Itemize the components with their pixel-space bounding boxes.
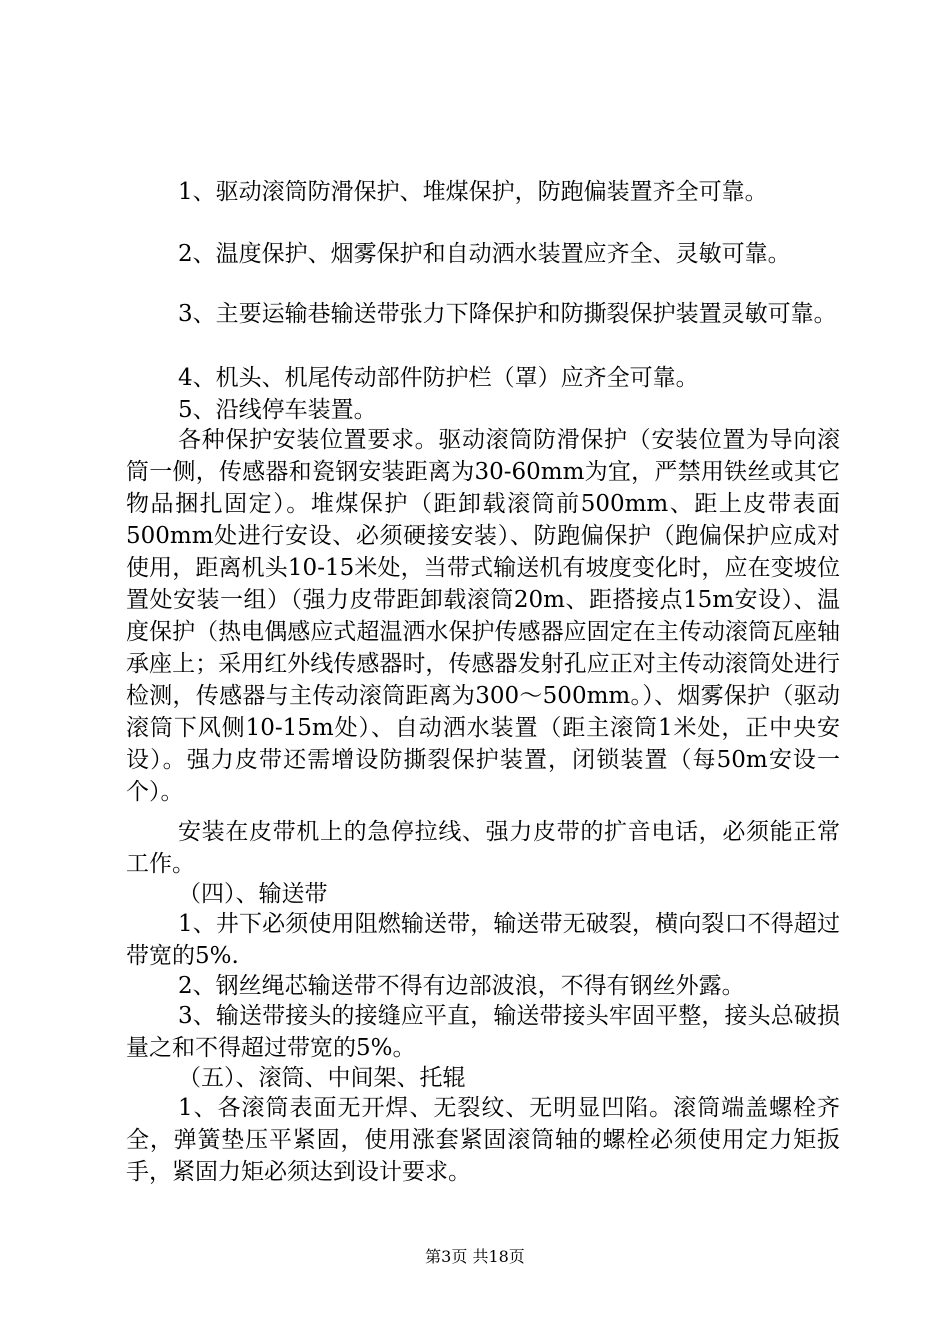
paragraph-8: 1、井下必须使用阻燃输送带，输送带无破裂，横向裂口不得超过带宽的5%. xyxy=(126,911,840,969)
paragraph-5: 5、沿线停车装置。 xyxy=(178,397,377,423)
paragraph-7: 安装在皮带机上的急停拉线、强力皮带的扩音电话，必须能正常工作。 xyxy=(126,819,840,877)
page-footer: 第3页 共18页 xyxy=(425,1247,525,1266)
section-heading-4: （四）、输送带 xyxy=(178,881,328,907)
paragraph-10: 3、输送带接头的接缝应平直，输送带接头牢固平整，接头总破损量之和不得超过带宽的5%。 xyxy=(126,1003,840,1061)
paragraph-2: 2、温度保护、烟雾保护和自动洒水装置应齐全、灵敏可靠。 xyxy=(178,241,791,267)
paragraph-3: 3、主要运输巷输送带张力下降保护和防撕裂保护装置灵敏可靠。 xyxy=(178,301,837,327)
paragraph-9: 2、钢丝绳芯输送带不得有边部波浪，不得有钢丝外露。 xyxy=(178,973,745,999)
section-heading-5: （五）、滚筒、中间架、托辊 xyxy=(178,1065,466,1091)
paragraph-4: 4、机头、机尾传动部件防护栏（罩）应齐全可靠。 xyxy=(178,365,699,391)
paragraph-6: 各种保护安装位置要求。驱动滚筒防滑保护（安装位置为导向滚筒一侧，传感器和瓷钢安装距离为30-60mm为宜，严禁用铁丝或其它物品捆扎固定）。堆煤保护（距卸载滚筒前500mm、距上皮带表面500mm处进行安设、必须硬接安装）、防跑偏保护（跑偏保护应成对使用，距离机头10-15米处，当带式输送机有坡度变化时，应在变坡位置处安装一组）（强力皮带距卸载滚筒20m、距搭接点15m安设）、温度保护（热电偶感应式超温洒水保护传感器应固定在主传动滚筒瓦座轴承座上；采用红外线传感器时，传感器发射孔应正对主传动滚筒处进行检测，传感器与主传动滚筒距离为300～500mm。）、烟雾保护（驱动滚筒下风侧10-15m处）、自动洒水装置（距主滚筒1米处，正中央安设）。强力皮带还需增设防撕裂保护装置，闭锁装置（每50m安设一个）。 xyxy=(126,427,840,805)
paragraph-11: 1、各滚筒表面无开焊、无裂纹、无明显凹陷。滚筒端盖螺栓齐全，弹簧垫压平紧固，使用涨套紧固滚筒轴的螺栓必须使用定力矩扳手，紧固力矩必须达到设计要求。 xyxy=(126,1095,840,1185)
paragraph-1: 1、驱动滚筒防滑保护、堆煤保护，防跑偏装置齐全可靠。 xyxy=(178,179,768,205)
